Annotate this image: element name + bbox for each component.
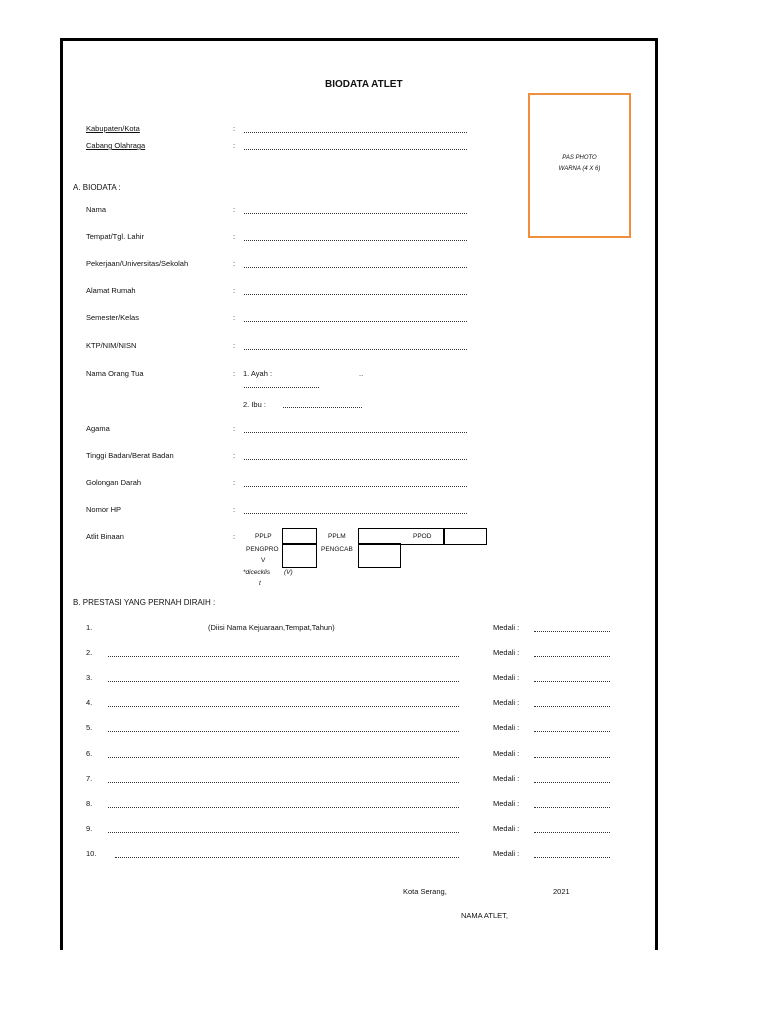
agama-field[interactable] [244,432,467,433]
pengcab-checkbox[interactable] [358,543,401,568]
prestasi-number: 7. [86,774,93,783]
tinggi-field[interactable] [244,459,467,460]
prestasi-number: 1. [86,623,93,632]
alamat-colon: : [233,286,236,295]
checklist-note: *dicecklis [243,569,271,576]
medali-label: Medali : [493,623,520,632]
prestasi-field[interactable] [108,832,459,833]
medali-field[interactable] [534,731,610,732]
tempat-label: Tempat/Tgl. Lahir [86,232,144,241]
photo-placeholder [528,93,631,238]
semester-field[interactable] [244,321,467,322]
nama-colon: : [233,205,236,214]
tinggi-colon: : [233,451,236,460]
golongan-field[interactable] [244,486,467,487]
ppod-label: PPOD [413,533,432,540]
prestasi-number: 8. [86,799,93,808]
alamat-field[interactable] [244,294,467,295]
photo-text-line1: PAS PHOTO [562,155,597,161]
photo-text-line2: WARNA (4 X 6) [558,166,601,172]
medali-field[interactable] [534,757,610,758]
binaan-label: Atlit Binaan [86,532,124,541]
medali-field[interactable] [534,706,610,707]
prestasi-number: 10. [86,849,97,858]
orang-tua-colon: : [233,369,236,378]
nama-label: Nama [86,205,107,214]
medali-label: Medali : [493,673,520,682]
prestasi-number: 4. [86,698,93,707]
section-b-heading: B. PRESTASI YANG PERNAH DIRAIH : [73,598,216,607]
medali-field[interactable] [534,782,610,783]
checklist-mark: (V) [284,569,293,576]
medali-label: Medali : [493,723,520,732]
pplm-label: PPLM [328,533,346,540]
medali-label: Medali : [493,849,520,858]
medali-field[interactable] [534,631,610,632]
medali-field[interactable] [534,857,610,858]
cabang-label: Cabang Olahraga [86,141,146,150]
golongan-label: Golongan Darah [86,478,142,487]
alamat-label: Alamat Rumah [86,286,136,295]
signature-name-label: NAMA ATLET, [461,911,508,920]
hp-colon: : [233,505,236,514]
kabupaten-field[interactable] [244,132,467,133]
prestasi-hint: (Diisi Nama Kejuaraan,Tempat,Tahun) [208,623,335,632]
semester-colon: : [233,313,236,322]
hp-label: Nomor HP [86,505,122,514]
medali-field[interactable] [534,656,610,657]
prestasi-field[interactable] [108,782,459,783]
golongan-colon: : [233,478,236,487]
medali-field[interactable] [534,807,610,808]
prestasi-field[interactable] [108,656,459,657]
prestasi-number: 5. [86,723,93,732]
cabang-colon: : [233,141,236,150]
ppod-checkbox[interactable] [443,528,487,545]
tempat-field[interactable] [244,240,467,241]
tinggi-label: Tinggi Badan/Berat Badan [86,451,174,460]
ktp-label: KTP/NIM/NISN [86,341,137,350]
ibu-field[interactable] [283,407,362,408]
agama-colon: : [233,424,236,433]
kabupaten-colon: : [233,124,236,133]
sheet-border-left [60,38,63,950]
ayah-field[interactable] [244,387,319,388]
prestasi-field[interactable] [108,731,459,732]
ktp-field[interactable] [244,349,467,350]
pengprov-label-2: V [261,557,266,564]
medali-field[interactable] [534,832,610,833]
ayah-tail: .. [359,369,364,378]
medali-label: Medali : [493,698,520,707]
nama-field[interactable] [244,213,467,214]
agama-label: Agama [86,424,110,433]
kabupaten-label: Kabupaten/Kota [86,124,140,133]
tempat-colon: : [233,232,236,241]
orang-tua-label: Nama Orang Tua [86,369,144,378]
prestasi-number: 3. [86,673,93,682]
medali-label: Medali : [493,648,520,657]
prestasi-number: 2. [86,648,93,657]
section-a-heading: A. BIODATA : [73,183,121,192]
ibu-label: 2. Ibu : [243,400,266,409]
prestasi-number: 6. [86,749,93,758]
prestasi-field[interactable] [108,681,459,682]
prestasi-number: 9. [86,824,93,833]
pengprov-label-1: PENGPRO [246,546,279,553]
prestasi-field[interactable] [108,807,459,808]
prestasi-field[interactable] [108,757,459,758]
sheet-border-right [655,38,658,950]
signature-place: Kota Serang, [403,887,447,896]
sheet-border-top [60,38,658,41]
pengprov-checkbox[interactable] [282,543,317,568]
medali-label: Medali : [493,774,520,783]
form-title: BIODATA ATLET [325,79,403,90]
prestasi-field[interactable] [108,706,459,707]
medali-label: Medali : [493,799,520,808]
medali-field[interactable] [534,681,610,682]
medali-label: Medali : [493,824,520,833]
cabang-field[interactable] [244,149,467,150]
pplp-label: PPLP [255,533,272,540]
ayah-label: 1. Ayah : [243,369,273,378]
pekerjaan-colon: : [233,259,236,268]
medali-label: Medali : [493,749,520,758]
pekerjaan-field[interactable] [244,267,467,268]
pengcab-label: PENGCAB [321,546,353,553]
semester-label: Semester/Kelas [86,313,139,322]
prestasi-field[interactable] [115,857,459,858]
checklist-note-tail: t [259,580,261,587]
ktp-colon: : [233,341,236,350]
hp-field[interactable] [244,513,467,514]
binaan-colon: : [233,532,236,541]
signature-year: 2021 [553,887,570,896]
pekerjaan-label: Pekerjaan/Universitas/Sekolah [86,259,189,268]
